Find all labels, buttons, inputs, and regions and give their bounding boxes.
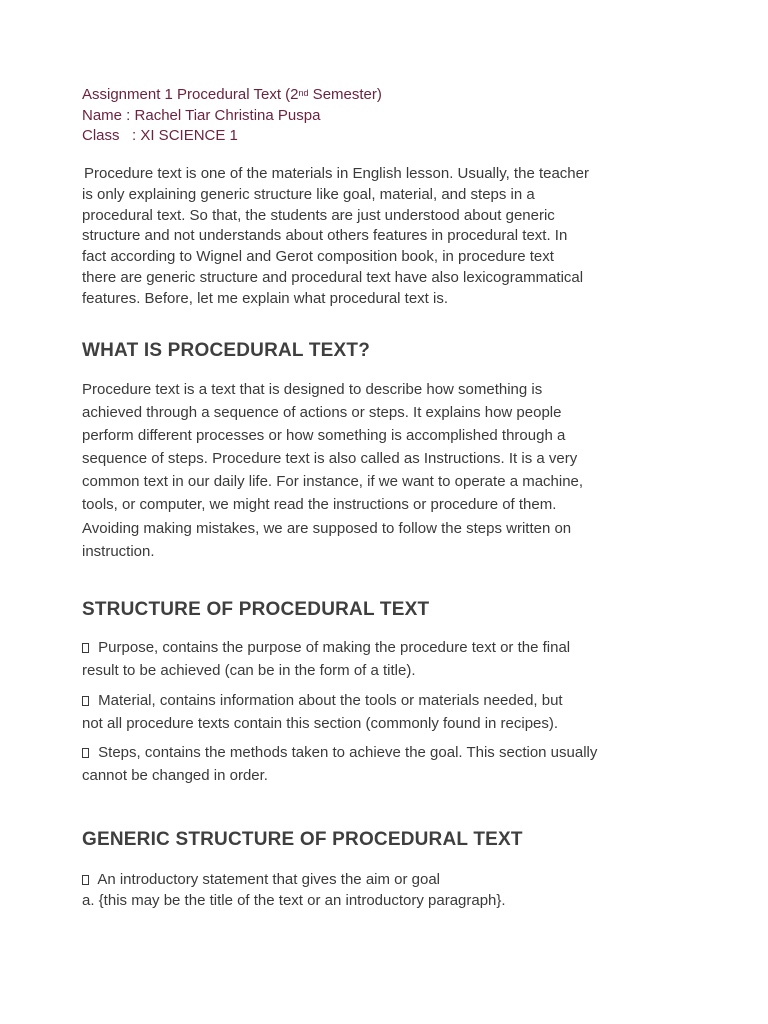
document-header <box>82 85 682 147</box>
heading-structure-of-procedural-text: STRUCTURE OF PROCEDURAL TEXT <box>82 599 430 620</box>
missing-glyph-bullet-icon <box>82 696 89 706</box>
intro-line: procedural text. So that, the students are just understood about generic <box>82 206 555 224</box>
intro-line: there are generic structure and procedural text have also lexicogrammatical <box>82 268 584 286</box>
heading-what-is-procedural-text: WHAT IS PROCEDURAL TEXT? <box>82 340 371 361</box>
what-line: Avoiding making mistakes, we are supposed to follow the steps written on <box>82 519 572 537</box>
intro-line: structure and not understands about others features in procedural text. In <box>82 227 568 245</box>
what-paragraph <box>82 378 682 563</box>
what-line: achieved through a sequence of actions or steps. It explains how people <box>82 404 562 422</box>
intro-paragraph <box>82 164 682 310</box>
intro-line: Procedure text is one of the materials in English lesson. Usually, the teacher <box>84 165 589 182</box>
student-name: Name : Rachel Tiar Christina Puspa <box>82 106 321 124</box>
what-line: perform different processes or how something is accomplished through a <box>82 427 566 445</box>
missing-glyph-bullet-icon <box>82 875 89 885</box>
what-line: Procedure text is a text that is designed to describe how something is <box>82 381 543 398</box>
what-line: tools, or computer, we might read the instructions or procedure of them. <box>82 496 557 514</box>
what-line: common text in our daily life. For instance, if we want to operate a machine, <box>82 473 584 491</box>
heading-generic-structure: GENERIC STRUCTURE OF PROCEDURAL TEXT <box>82 829 523 850</box>
intro-line: features. Before, let me explain what procedural text is. <box>82 289 449 307</box>
student-class: Class : XI SCIENCE 1 <box>82 127 238 144</box>
what-line: sequence of steps. Procedure text is also called as Instructions. It is a very <box>82 450 578 468</box>
missing-glyph-bullet-icon <box>82 643 89 653</box>
missing-glyph-bullet-icon <box>82 748 89 758</box>
intro-line: fact according to Wignel and Gerot composition book, in procedure text <box>82 248 554 266</box>
assignment-title: Assignment 1 Procedural Text (2nd Semester) <box>82 86 382 103</box>
structure-item-purpose: Purpose, contains the purpose of making the procedure text or the final result to be achieved (can be in the form of a title). <box>82 639 571 679</box>
what-line: instruction. <box>82 542 155 560</box>
structure-item-steps: Steps, contains the methods taken to achieve the goal. This section usually cannot be changed in order. <box>82 744 598 784</box>
structure-item-material: Material, contains information about the tools or materials needed, but not all procedure texts contain this section (commonly found in recipes). <box>82 692 563 732</box>
intro-line: is only explaining generic structure like goal, material, and steps in a <box>82 185 535 203</box>
generic-item-introductory-statement: An introductory statement that gives the aim or goal a. {this may be the title of the text or an introductory paragraph}. <box>82 871 506 909</box>
